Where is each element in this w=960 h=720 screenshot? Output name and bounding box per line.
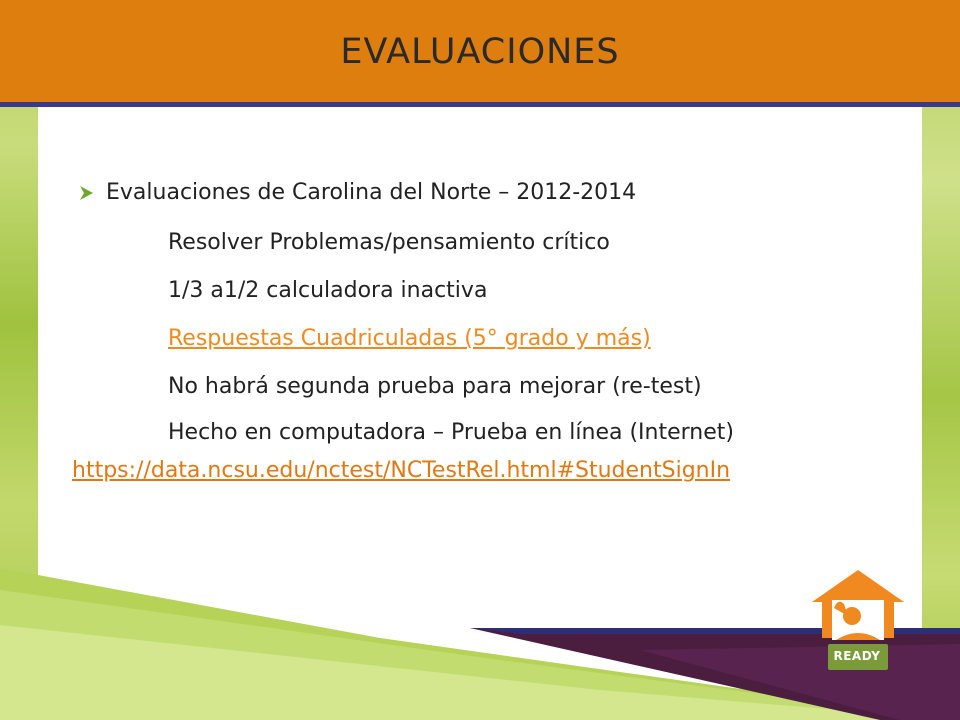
arrow-bullet-icon: [78, 184, 96, 202]
ncsu-test-url-link[interactable]: https://data.ncsu.edu/nctest/NCTestRel.html#StudentSignIn: [72, 458, 731, 483]
title-underline: [0, 102, 960, 107]
gridded-responses-link[interactable]: Respuestas Cuadriculadas (5° grado y más): [168, 326, 651, 351]
line-calculator: 1/3 a1/2 calculadora inactiva: [168, 278, 488, 303]
bullet-text: Evaluaciones de Carolina del Norte – 2012-2014: [106, 180, 637, 205]
slide-title: EVALUACIONES: [340, 32, 620, 72]
line-problem-solving: Resolver Problemas/pensamiento crítico: [168, 230, 610, 255]
line-no-retest: No habrá segunda prueba para mejorar (re-test): [168, 374, 702, 399]
line-online-test: Hecho en computadora – Prueba en línea (Internet): [168, 420, 734, 445]
logo-label: READY: [833, 649, 881, 663]
